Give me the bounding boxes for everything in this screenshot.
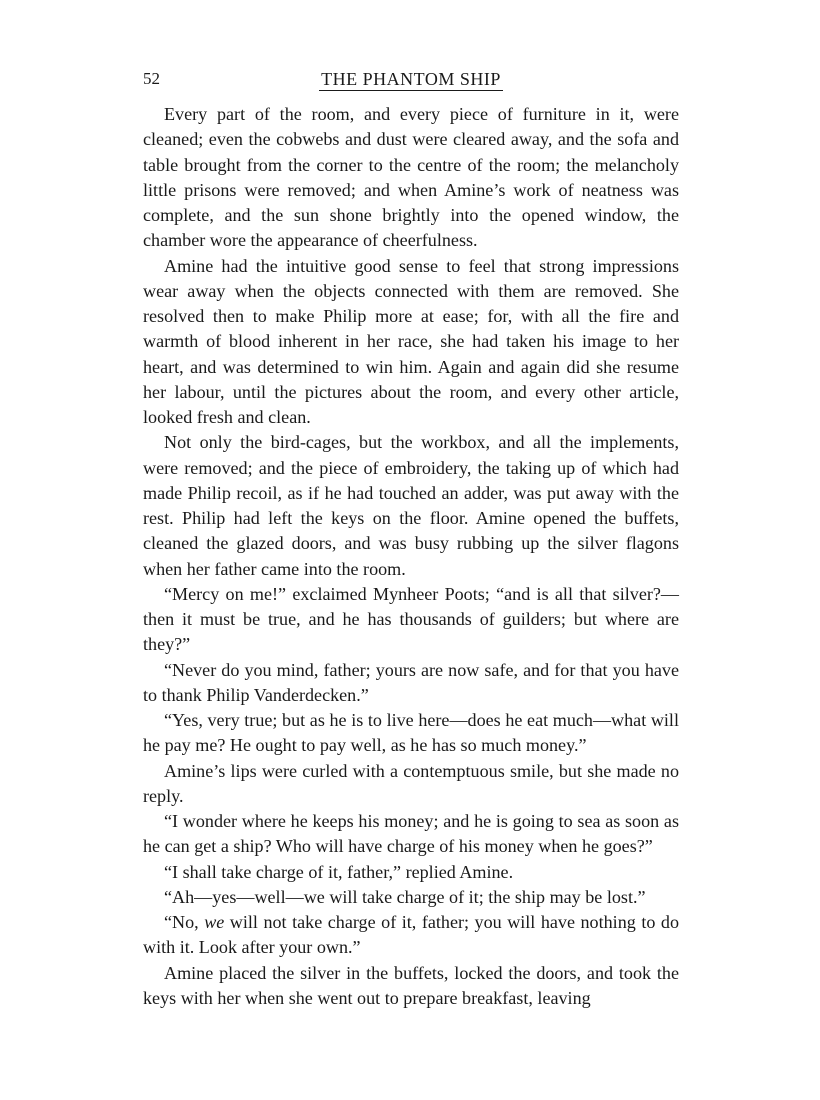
paragraph: “Never do you mind, father; yours are now safe, and for that you have to thank Philip Vanderdecken.”	[143, 659, 679, 705]
book-page	[143, 64, 679, 1011]
emphasis-text: we	[204, 912, 225, 932]
paragraph-text: will not take charge of it, father; you will have nothing to do with it. Look after your own.”	[143, 912, 679, 958]
paragraph: “I wonder where he keeps his money; and he is going to sea as soon as he can get a ship? Who will have charge of his money when he goes?”	[143, 811, 679, 857]
paragraph: Amine placed the silver in the buffets, locked the doors, and took the keys with her when she went out to prepare breakfast, leaving	[143, 962, 679, 1008]
paragraph: Every part of the room, and every piece of furniture in it, were cleaned; even the cobwebs and dust were cleared away, and the sofa and table brought from the corner to the centre of the room; the melancholy little prisons were removed; and when Amine’s work of neatness was complete, and the sun shone brightly into the opened window, the chamber wore the appearance of cheerfulness.	[143, 104, 679, 251]
paragraph: Not only the bird-cages, but the workbox, and all the implements, were removed; and the piece of embroidery, the taking up of which had made Philip recoil, as if he had touched an adder, was put away with the rest. Philip had left the keys on the floor. Amine opened the buffets, cleaned the glazed doors, and was busy rubbing up the silver flagons when her father came into the room.	[143, 432, 679, 579]
paragraph: “Ah—yes—well—we will take charge of it; the ship may be lost.”	[164, 886, 646, 907]
paragraph: “Mercy on me!” exclaimed Mynheer Poots; “and is all that silver?—then it must be true, and he has thousands of guilders; but where are they?”	[143, 583, 679, 655]
paragraph	[143, 910, 679, 961]
paragraph: “Yes, very true; but as he is to live here—does he eat much—what will he pay me? He ought to pay well, as he has so much money.”	[143, 710, 679, 756]
running-title	[143, 64, 679, 94]
running-title-text: THE PHANTOM SHIP	[321, 69, 501, 89]
paragraph-text: “No,	[164, 912, 205, 932]
page-number: 52	[143, 69, 160, 88]
paragraph: Amine had the intuitive good sense to feel that strong impressions wear away when the objects connected with them are removed. She resolved then to make Philip more at ease; for, with all the fire and warmth of blood inherent in her race, she had taken his image to her heart, and was determined to win him. Again and again did she resume her labour, until the pictures about the room, and every other article, looked fresh and clean.	[143, 255, 679, 427]
running-head	[143, 64, 679, 94]
paragraph: Amine’s lips were curled with a contemptuous smile, but she made no reply.	[143, 760, 679, 806]
body-text	[143, 102, 679, 1011]
paragraph: “I shall take charge of it, father,” replied Amine.	[164, 861, 514, 882]
